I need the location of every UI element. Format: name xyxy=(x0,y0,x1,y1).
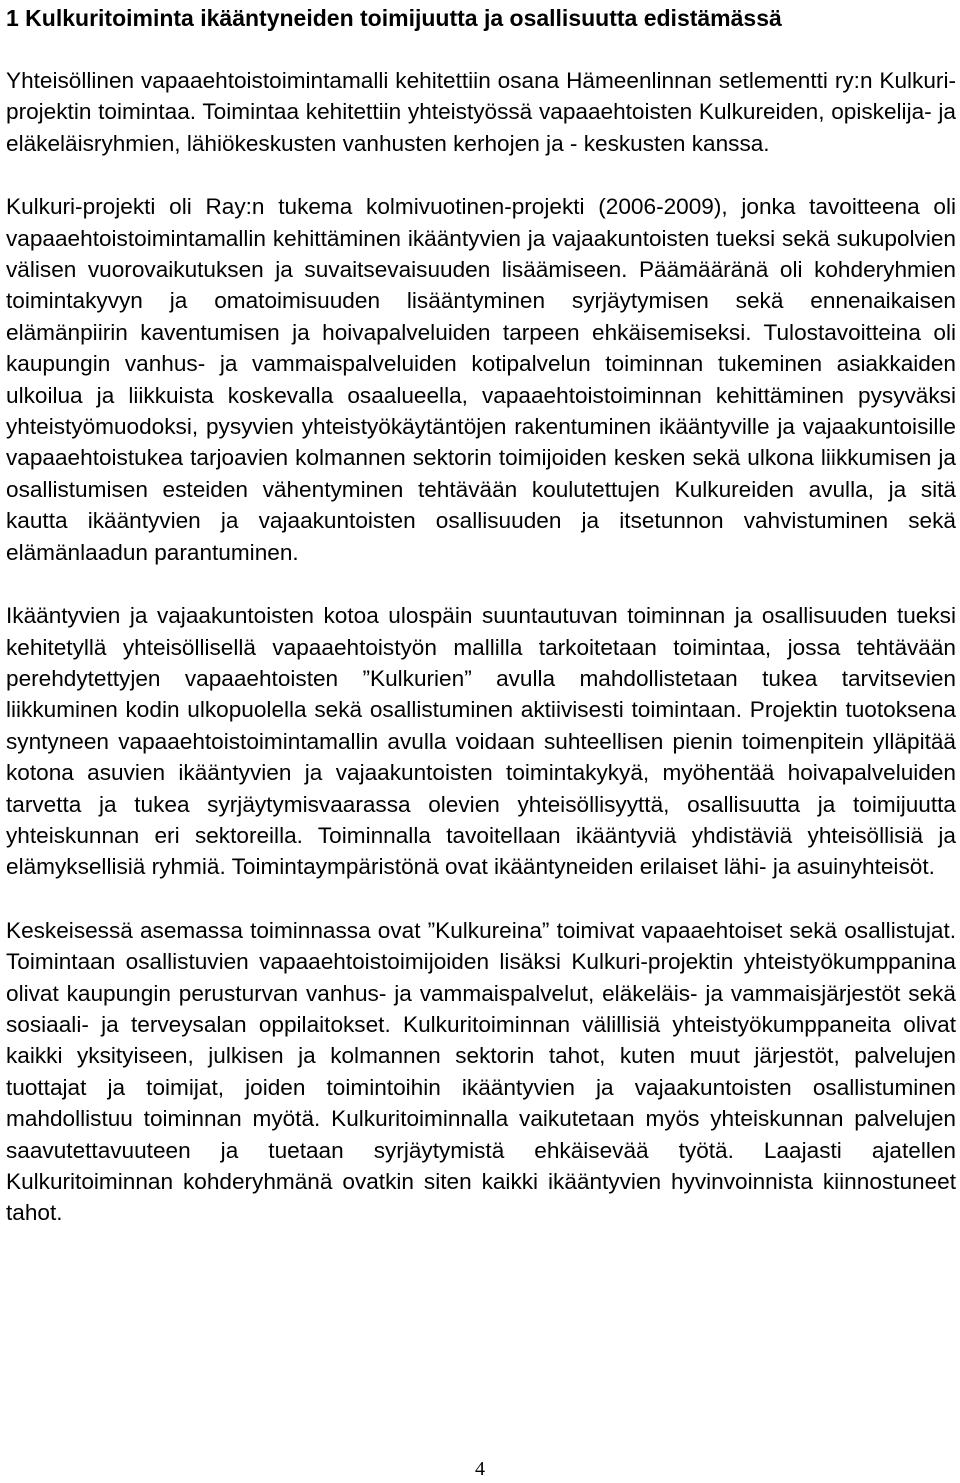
document-page xyxy=(6,0,956,1229)
page-number: 4 xyxy=(475,1458,485,1480)
paragraph-intro: Yhteisöllinen vapaaehtoistoimintamalli kehitettiin osana Hämeenlinnan setlementti ry:n Kulkuri-projektin toimintaa. Toimintaa kehitettiin yhteistyössä vapaaehtoisten Kulkureiden, opiskelija- ja eläkeläisryhmien, lähiökeskusten vanhusten kerhojen ja - keskusten kanssa. xyxy=(6,68,956,156)
paragraph-partners: Keskeisessä asemassa toiminnassa ovat ”Kulkureina” toimivat vapaaehtoiset sekä osallistujat. Toimintaan osallistuvien vapaaehtoistoimijoiden lisäksi Kulkuri-projektin yhteistyökumppanina olivat kaupungin perusturvan vanhus- ja vammaispalvelut, eläkeläis- ja vammaisjärjestöt sekä sosiaali- ja terveysalan oppilaitokset. Kulkuritoiminnan välillisiä yhteistyökumppaneita olivat kaikki yksityiseen, julkisen ja kolmannen sektorin tahot, kuten muut järjestöt, palvelujen tuottajat ja toimijat, joiden toimintoihin ikääntyvien ja vajaakuntoisten osallistuminen mahdollistuu toiminnan myötä. Kulkuritoiminnalla vaikutetaan myös yhteiskunnan palvelujen saavutettavuuteen ja tuetaan syrjäytymistä ehkäisevää työtä. Laajasti ajatellen Kulkuritoiminnan kohderyhmänä ovatkin siten kaikki ikääntyvien hyvinvoinnista kiinnostuneet tahot. xyxy=(6,917,956,1226)
paragraph-project-goals: Kulkuri-projekti oli Ray:n tukema kolmivuotinen-projekti (2006-2009), jonka tavoitteena oli vapaaehtoistoimintamallin kehittäminen ikääntyvien ja vajaakuntoisten tueksi sekä sukupolvien välisen vuorovaikutuksen ja suvaitsevaisuuden lisäämiseen. Päämääränä oli kohderyhmien toimintakyvyn ja omatoimisuuden lisääntyminen syrjäytymisen sekä ennenaikaisen elämänpiirin kaventumisen ja hoivapalveluiden tarpeen ehkäisemiseksi. Tulostavoitteina oli kaupungin vanhus- ja vammaispalveluiden kotipalvelun toiminnan tukeminen asiakkaiden ulkoilua ja liikkuista koskevalla osaalueella, vapaaehtoistoiminnan kehittäminen pysyväksi yhteistyömuodoksi, pysyvien yhteistyökäytäntöjen rakentuminen ikääntyville ja vajaakuntoisille vapaaehtoistukea tarjoavien kolmannen sektorin toimijoiden kesken sekä ulkona liikkumisen ja osallistumisen esteiden vähentyminen tehtävään koulutettujen Kulkureiden avulla, ja sitä kautta ikääntyvien ja vajaakuntoisten osallisuuden ja itsetunnon vahvistuminen sekä elämänlaadun parantuminen. xyxy=(6,194,956,565)
section-heading: 1 Kulkuritoiminta ikääntyneiden toimijuutta ja osallisuutta edistämässä xyxy=(6,5,782,31)
paragraph-volunteer-model: Ikääntyvien ja vajaakuntoisten kotoa ulospäin suuntautuvan toiminnan ja osallisuuden tueksi kehitetyllä yhteisöllisellä vapaaehtoistyön mallilla tarkoitetaan toimintaa, jossa tehtävään perehdytettyjen vapaaehtoisten ”Kulkurien” avulla mahdollistetaan tukea tarvitsevien liikkuminen kodin ulkopuolella sekä osallistuminen aktiivisesti toimintaan. Projektin tuotoksena syntyneen vapaaehtoistoimintamallin avulla voidaan suhteellisen pienin toimenpitein ylläpitää kotona asuvien ikääntyvien ja vajaakuntoisten toimintakykyä, myöhentää hoivapalveluiden tarvetta ja tukea syrjäytymisvaarassa olevien yhteisöllisyyttä, osallisuutta ja toimijuutta yhteiskunnan eri sektoreilla. Toiminnalla tavoitellaan ikääntyviä yhdistäviä yhteisöllisiä ja elämyksellisiä ryhmiä. Toimintaympäristönä ovat ikääntyneiden erilaiset lähi- ja asuinyhteisöt. xyxy=(6,603,956,880)
